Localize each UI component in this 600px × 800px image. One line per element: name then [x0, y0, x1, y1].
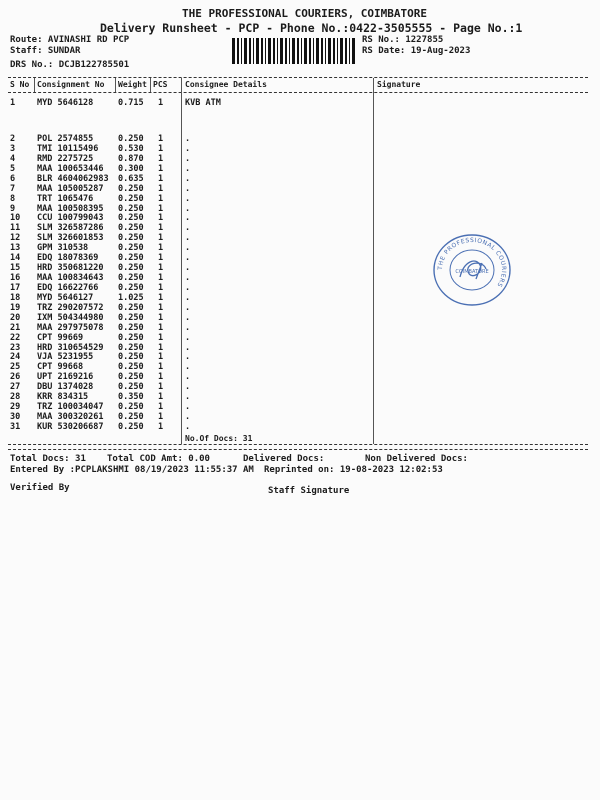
row-consignment-no: SLM 326587286 [37, 223, 104, 234]
row-consignment-no: BLR 4604062983 [37, 173, 109, 184]
rs-date: RS Date: 19-Aug-2023 [362, 46, 471, 56]
row-consignment-no: CPT 99668 [37, 362, 84, 373]
barcode-bar [256, 38, 259, 64]
row-pcs: 1 [158, 273, 164, 284]
reprinted-on: Reprinted on: 19-08-2023 12:02:53 [264, 465, 443, 475]
table-row [0, 134, 600, 144]
row-sno: 31 [10, 421, 21, 432]
row-pcs: 1 [158, 322, 164, 333]
row-consignment-no: TRT 1065476 [37, 193, 94, 204]
table-row [0, 144, 600, 154]
row-pcs: 1 [158, 253, 164, 264]
barcode-bar [297, 38, 299, 64]
company-title: THE PROFESSIONAL COURIERS, COIMBATORE [182, 7, 428, 20]
row-weight: 0.870 [118, 153, 144, 164]
row-consignee-details: . [185, 421, 191, 432]
row-consignee-details: . [185, 213, 191, 224]
row-consignee-details: . [185, 412, 191, 423]
row-sno: 3 [10, 143, 16, 154]
row-weight: 0.250 [118, 372, 144, 383]
barcode-bar [249, 38, 251, 64]
docs-count: No.Of Docs: 31 [185, 434, 253, 443]
row-weight: 1.025 [118, 292, 144, 303]
table-row [0, 313, 600, 323]
row-sno: 2 [10, 134, 16, 144]
row-sno: 11 [10, 223, 21, 234]
table-row [0, 194, 600, 204]
row-pcs: 1 [158, 342, 164, 353]
row-weight: 0.350 [118, 392, 144, 403]
non-delivered-docs: Non Delivered Docs: [365, 454, 468, 464]
row-pcs: 1 [158, 183, 164, 194]
row-consignment-no: EDQ 18078369 [37, 253, 99, 264]
table-row [0, 343, 600, 353]
col-header-pcs: PCS [153, 80, 168, 89]
row-pcs: 1 [158, 243, 164, 254]
row-weight: 0.250 [118, 332, 144, 343]
col-header-weight: Weight [118, 80, 147, 89]
row-consignee-details: KVB ATM [185, 98, 221, 108]
row-sno: 15 [10, 263, 21, 274]
row-pcs: 1 [158, 203, 164, 214]
row-sno: 22 [10, 332, 21, 343]
table-row [0, 412, 600, 422]
barcode-bar [309, 38, 311, 64]
row-sno: 21 [10, 322, 21, 333]
row-consignment-no: MAA 100653446 [37, 163, 104, 174]
verified-by-label: Verified By [10, 483, 70, 493]
row-weight: 0.250 [118, 134, 144, 144]
row-sno: 5 [10, 163, 16, 174]
barcode-bar [337, 38, 338, 64]
row-consignment-no: HRD 350681220 [37, 263, 104, 274]
table-row [0, 333, 600, 343]
row-consignment-no: UPT 2169216 [37, 372, 94, 383]
drs-number: DRS No.: DCJB122785501 [10, 60, 130, 70]
row-consignee-details: . [185, 153, 191, 164]
row-sno: 26 [10, 372, 21, 383]
row-pcs: 1 [158, 412, 164, 423]
row-consignment-no: VJA 5231955 [37, 352, 94, 363]
row-consignment-no: POL 2574855 [37, 134, 94, 144]
row-weight: 0.250 [118, 362, 144, 373]
row-weight: 0.250 [118, 193, 144, 204]
row-pcs: 1 [158, 382, 164, 393]
table-row [0, 204, 600, 214]
row-sno: 13 [10, 243, 21, 254]
total-docs: Total Docs: 31 [10, 454, 86, 464]
row-weight: 0.250 [118, 352, 144, 363]
barcode-bar [268, 38, 271, 64]
row-weight: 0.250 [118, 183, 144, 194]
row-sno: 29 [10, 402, 21, 413]
row-pcs: 1 [158, 263, 164, 274]
rs-number: RS No.: 1227855 [362, 35, 444, 45]
row-sno: 4 [10, 153, 16, 164]
col-header-sno: S No [10, 80, 30, 89]
row-pcs: 1 [158, 352, 164, 363]
barcode-bar [345, 38, 347, 64]
row-pcs: 1 [158, 392, 164, 403]
table-row [0, 362, 600, 372]
row-consignee-details: . [185, 332, 191, 343]
table-top-rule [8, 77, 588, 78]
barcode-bar [325, 38, 326, 64]
row-consignee-details: . [185, 352, 191, 363]
row-consignee-details: . [185, 342, 191, 353]
table-row [0, 174, 600, 184]
row-pcs: 1 [158, 98, 164, 108]
row-pcs: 1 [158, 223, 164, 234]
row-pcs: 1 [158, 362, 164, 373]
row-sno: 8 [10, 193, 16, 204]
barcode-bar [237, 38, 239, 64]
row-pcs: 1 [158, 302, 164, 313]
row-weight: 0.250 [118, 302, 144, 313]
row-consignee-details: . [185, 402, 191, 413]
table-row [0, 323, 600, 333]
row-sno: 16 [10, 273, 21, 284]
row-consignment-no: MYD 5646128 [37, 98, 94, 108]
row-sno: 23 [10, 342, 21, 353]
row-pcs: 1 [158, 292, 164, 303]
row-pcs: 1 [158, 332, 164, 343]
row-pcs: 1 [158, 193, 164, 204]
barcode-bar [292, 38, 295, 64]
row-weight: 0.250 [118, 263, 144, 274]
row-consignee-details: . [185, 253, 191, 264]
row-consignee-details: . [185, 273, 191, 284]
barcode-bar [301, 38, 302, 64]
row-sno: 18 [10, 292, 21, 303]
row-consignee-details: . [185, 173, 191, 184]
row-weight: 0.635 [118, 173, 144, 184]
row-sno: 27 [10, 382, 21, 393]
row-pcs: 1 [158, 421, 164, 432]
table-bottom-rule [8, 444, 588, 445]
row-consignment-no: CCU 100799043 [37, 213, 104, 224]
row-sno: 6 [10, 173, 16, 184]
row-weight: 0.250 [118, 412, 144, 423]
barcode-bar [352, 38, 355, 64]
row-weight: 0.250 [118, 421, 144, 432]
table-row [0, 213, 600, 223]
staff-label: Staff: SUNDAR [10, 46, 81, 56]
row-consignment-no: MAA 297975078 [37, 322, 104, 333]
row-pcs: 1 [158, 312, 164, 323]
row-consignee-details: . [185, 392, 191, 403]
barcode-bar [328, 38, 331, 64]
row-weight: 0.250 [118, 322, 144, 333]
row-consignee-details: . [185, 322, 191, 333]
table-row [0, 402, 600, 412]
row-pcs: 1 [158, 134, 164, 144]
row-consignee-details: . [185, 223, 191, 234]
row-pcs: 1 [158, 163, 164, 174]
barcode-bar [273, 38, 275, 64]
row-consignment-no: MAA 100834643 [37, 273, 104, 284]
row-weight: 0.250 [118, 342, 144, 353]
row-sno: 19 [10, 302, 21, 313]
row-consignee-details: . [185, 302, 191, 313]
row-consignment-no: GPM 310538 [37, 243, 89, 254]
row-consignee-details: . [185, 193, 191, 204]
barcode-bar [340, 38, 343, 64]
row-consignment-no: HRD 310654529 [37, 342, 104, 353]
row-consignment-no: MAA 105005287 [37, 183, 104, 194]
row-consignment-no: TRZ 290207572 [37, 302, 104, 313]
row-pcs: 1 [158, 372, 164, 383]
row-consignment-no: MAA 100508395 [37, 203, 104, 214]
row-weight: 0.250 [118, 203, 144, 214]
row-consignment-no: CPT 99669 [37, 332, 84, 343]
row-sno: 1 [10, 98, 16, 108]
row-consignee-details: . [185, 143, 191, 154]
row-weight: 0.300 [118, 163, 144, 174]
row-consignee-details: . [185, 282, 191, 293]
row-sno: 10 [10, 213, 21, 224]
row-sno: 9 [10, 203, 16, 214]
barcode-bar [277, 38, 278, 64]
barcode-bar [313, 38, 314, 64]
col-header-signature: Signature [377, 80, 421, 89]
barcode-bar [265, 38, 266, 64]
table-header [0, 80, 600, 91]
row-consignee-details: . [185, 312, 191, 323]
row-sno: 20 [10, 312, 21, 323]
row-consignment-no: KRR 834315 [37, 392, 89, 403]
barcode-bar [304, 38, 307, 64]
barcode-bar [333, 38, 335, 64]
row-consignment-no: SLM 326601853 [37, 233, 104, 244]
barcode-bar [285, 38, 287, 64]
row-weight: 0.250 [118, 312, 144, 323]
row-pcs: 1 [158, 402, 164, 413]
total-cod-amount: Total COD Amt: 0.00 [107, 454, 210, 464]
row-consignee-details: . [185, 263, 191, 274]
table-row [0, 372, 600, 382]
row-weight: 0.250 [118, 253, 144, 264]
table-bottom-rule-2 [8, 449, 588, 450]
row-consignment-no: KUR 530206687 [37, 421, 104, 432]
row-sno: 7 [10, 183, 16, 194]
row-consignee-details: . [185, 292, 191, 303]
col-header-consignment: Consignment No [37, 80, 105, 89]
barcode-bar [349, 38, 350, 64]
row-pcs: 1 [158, 153, 164, 164]
runsheet-subtitle: Delivery Runsheet - PCP - Phone No.:0422-3505555 - Page No.:1 [100, 21, 523, 35]
table-row [0, 352, 600, 362]
row-consignee-details: . [185, 233, 191, 244]
staff-signature-label: Staff Signature [268, 486, 350, 496]
row-consignment-no: EDQ 16622766 [37, 282, 99, 293]
row-sno: 17 [10, 282, 21, 293]
row-consignee-details: . [185, 134, 191, 144]
row-weight: 0.250 [118, 243, 144, 254]
row-consignment-no: RMD 2275725 [37, 153, 94, 164]
row-weight: 0.250 [118, 223, 144, 234]
table-row [0, 98, 600, 108]
col-header-consignee: Consignee Details [185, 80, 267, 89]
table-row [0, 382, 600, 392]
row-consignee-details: . [185, 362, 191, 373]
table-row [0, 184, 600, 194]
barcode-bar [232, 38, 235, 64]
row-weight: 0.715 [118, 98, 144, 108]
row-weight: 0.250 [118, 273, 144, 284]
row-weight: 0.530 [118, 143, 144, 154]
entered-by: Entered By :PCPLAKSHMI 08/19/2023 11:55:37 AM [10, 465, 254, 475]
row-sno: 30 [10, 412, 21, 423]
barcode-bar [241, 38, 242, 64]
row-weight: 0.250 [118, 282, 144, 293]
barcode-bar [253, 38, 254, 64]
row-consignee-details: . [185, 203, 191, 214]
barcode-bar [244, 38, 247, 64]
header-bottom-rule [8, 92, 588, 93]
row-weight: 0.250 [118, 382, 144, 393]
office-seal-stamp [430, 233, 514, 307]
row-pcs: 1 [158, 213, 164, 224]
row-weight: 0.250 [118, 233, 144, 244]
table-row [0, 164, 600, 174]
barcode-bar [321, 38, 323, 64]
barcode-bar [289, 38, 290, 64]
table-row [0, 223, 600, 233]
delivered-docs: Delivered Docs: [243, 454, 325, 464]
row-consignment-no: TRZ 100034047 [37, 402, 104, 413]
row-consignment-no: DBU 1374028 [37, 382, 94, 393]
row-consignee-details: . [185, 183, 191, 194]
barcode-bar [316, 38, 319, 64]
row-consignee-details: . [185, 243, 191, 254]
row-pcs: 1 [158, 233, 164, 244]
row-consignee-details: . [185, 163, 191, 174]
row-consignment-no: MYD 5646127 [37, 292, 94, 303]
barcode-image [232, 38, 357, 64]
row-sno: 14 [10, 253, 21, 264]
row-consignment-no: TMI 10115496 [37, 143, 99, 154]
row-pcs: 1 [158, 143, 164, 154]
barcode-bar [280, 38, 283, 64]
row-weight: 0.250 [118, 213, 144, 224]
row-sno: 25 [10, 362, 21, 373]
table-row [0, 422, 600, 432]
barcode-bar [261, 38, 263, 64]
row-consignee-details: . [185, 372, 191, 383]
row-sno: 28 [10, 392, 21, 403]
row-consignment-no: IXM 504344980 [37, 312, 104, 323]
stamp-ring-text: THE PROFESSIONAL COURIERS [436, 236, 508, 289]
row-pcs: 1 [158, 173, 164, 184]
row-consignee-details: . [185, 382, 191, 393]
table-row [0, 392, 600, 402]
row-pcs: 1 [158, 282, 164, 293]
table-row [0, 154, 600, 164]
row-sno: 24 [10, 352, 21, 363]
route-label: Route: AVINASHI RD PCP [10, 35, 130, 45]
row-consignment-no: MAA 300320261 [37, 412, 104, 423]
row-weight: 0.250 [118, 402, 144, 413]
row-sno: 12 [10, 233, 21, 244]
stamp-center-text: COIMBATORE [455, 269, 489, 275]
